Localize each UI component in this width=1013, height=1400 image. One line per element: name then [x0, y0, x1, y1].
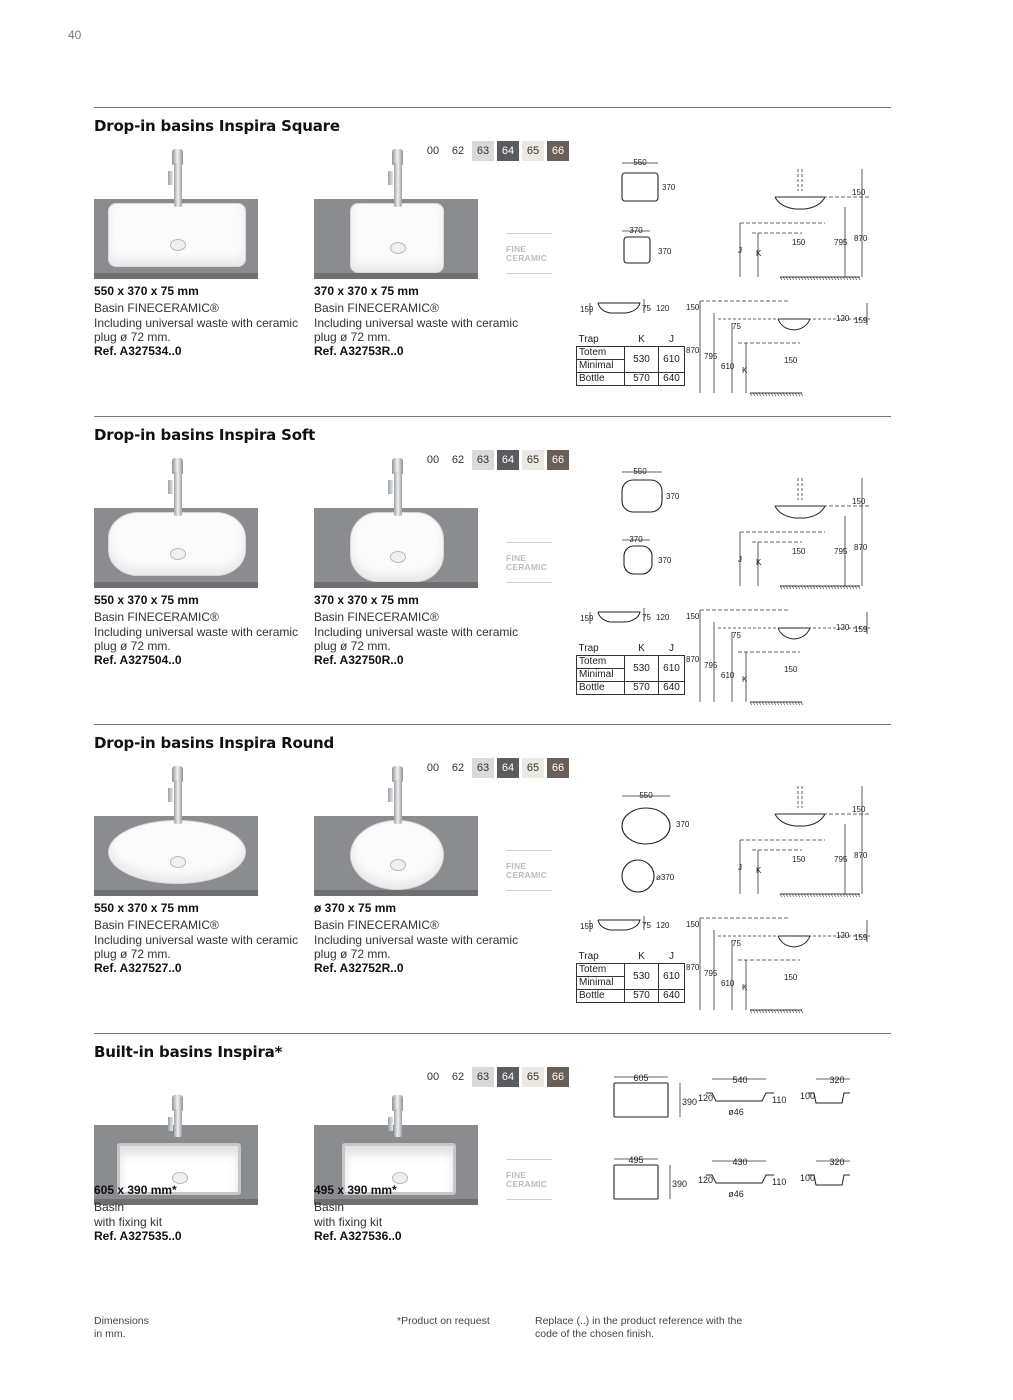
product-line: with fixing kit: [94, 1214, 163, 1229]
elevation-label: K: [756, 866, 762, 875]
product-line: Basin FINECERAMIC®: [94, 610, 219, 625]
basin: [108, 820, 246, 884]
basin-outline: [622, 173, 658, 201]
basin: [108, 512, 246, 576]
elevation-label: J: [738, 863, 742, 872]
trap-header-row: [577, 643, 685, 656]
finish-swatch[interactable]: 63: [472, 141, 494, 161]
profile-label: 430: [732, 1157, 748, 1167]
product-line: plug ø 72 mm.: [94, 329, 171, 344]
tap-spout: [168, 1117, 173, 1131]
profile-label: 75: [642, 613, 651, 622]
trap-row: [577, 373, 685, 386]
trap-value: 570: [625, 990, 659, 1003]
profile-label: 320: [829, 1075, 845, 1085]
basin-outline: [622, 808, 670, 844]
elevation-label: K: [742, 366, 748, 375]
plan-width-label: 550: [633, 158, 647, 167]
trap-name: Totem: [577, 964, 625, 977]
trap-table-grid: [576, 334, 685, 386]
trap-name: Bottle: [577, 682, 625, 695]
elevation-label: 159: [854, 933, 868, 942]
elevation-outline: [775, 197, 825, 209]
product-line: with fixing kit: [314, 1214, 383, 1229]
badge-line1: FINE: [506, 1170, 527, 1180]
basin: [350, 820, 444, 890]
finish-swatch[interactable]: 63: [472, 1067, 494, 1087]
profile-label: 159: [580, 614, 594, 623]
product-dimensions: 605 x 390 mm*: [94, 1183, 177, 1197]
elevation-label: 150: [792, 855, 806, 864]
elevation-label: 150: [792, 238, 806, 247]
trap-value: 610: [659, 964, 685, 990]
product-dimensions: 370 x 370 x 75 mm: [314, 284, 419, 298]
tap-body: [394, 163, 402, 207]
elevation-label: 150: [852, 805, 866, 814]
product-line: Including universal waste with ceramic: [94, 932, 299, 947]
product-info: [94, 1183, 304, 1243]
tap-body: [394, 780, 402, 824]
drain: [390, 859, 406, 871]
elevation-label: 75: [732, 631, 741, 640]
product-reference: Ref. A327534..0: [94, 344, 182, 359]
trap-header-row: [577, 334, 685, 347]
elevation-outline: [775, 506, 825, 518]
plan-depth-label: 390: [672, 1179, 688, 1189]
elevation-label: 75: [732, 322, 741, 331]
trap-header: Trap: [578, 643, 599, 654]
section-title: Drop-in basins Inspira Round: [94, 734, 335, 752]
elevation-label: 150: [852, 188, 866, 197]
profile-label: 120: [698, 1093, 714, 1103]
trap-name: Minimal: [577, 977, 625, 990]
plan-diameter-label: ø370: [656, 873, 675, 882]
finish-swatch[interactable]: 62: [447, 758, 469, 778]
product-line: Basin FINECERAMIC®: [94, 918, 219, 933]
plan-width-label: 550: [639, 791, 653, 800]
product-line: Basin: [314, 1200, 345, 1215]
trap-name: Bottle: [577, 990, 625, 1003]
profile-label: 110: [772, 1177, 787, 1187]
page-number: 40: [68, 28, 82, 42]
tap-spout: [168, 171, 173, 185]
section-divider: [94, 107, 891, 108]
profile-label: 120: [656, 921, 670, 930]
trap-value: 640: [659, 373, 685, 386]
trap-table-grid: [576, 951, 685, 1003]
fine-ceramic-badge: [506, 538, 552, 584]
elevation-outline: [778, 628, 810, 639]
trap-row: [577, 347, 685, 360]
plan-depth-label: 370: [666, 492, 680, 501]
profile-label: 540: [732, 1075, 748, 1085]
elevation-label: 795: [834, 855, 848, 864]
plan-width-label: 495: [628, 1155, 644, 1165]
tap-body: [174, 780, 182, 824]
elevation-label: 120: [836, 931, 850, 940]
product-photo: [314, 816, 478, 896]
profile-label: 120: [698, 1175, 714, 1185]
product-line: Basin FINECERAMIC®: [314, 918, 439, 933]
elevation-label: J: [738, 246, 742, 255]
finish-swatch[interactable]: 66: [547, 1067, 569, 1087]
product-line: Including universal waste with ceramic: [94, 315, 299, 330]
basin-outline: [614, 1083, 668, 1117]
elevation-label: 150: [792, 547, 806, 556]
finish-swatches: [422, 450, 572, 470]
trap-name: Totem: [577, 656, 625, 669]
plan-depth-label: 370: [658, 556, 672, 565]
profile-outline: [598, 920, 640, 930]
product-reference: Ref. A32750R..0: [314, 653, 404, 668]
elevation-label: 795: [704, 352, 718, 361]
product-photo: [314, 199, 478, 279]
footer-dimensions-line2: in mm.: [94, 1328, 126, 1340]
trap-value: 530: [625, 347, 659, 373]
elevation-label: 150: [686, 612, 700, 621]
product-info: [94, 593, 304, 667]
elevation-label: 795: [834, 547, 848, 556]
badge-rule: [506, 273, 552, 274]
tap-body: [174, 1109, 182, 1137]
finish-swatch[interactable]: 00: [422, 1067, 444, 1087]
trap-header: J: [669, 334, 674, 345]
profile-outline: [598, 303, 640, 313]
elevation-outline: [778, 936, 810, 947]
finish-swatch[interactable]: 65: [522, 758, 544, 778]
product-reference: Ref. A327527..0: [94, 961, 182, 976]
plan-width-label: 605: [633, 1073, 649, 1083]
footer-note: *Product on request: [397, 1315, 490, 1327]
badge-line2: CERAMIC: [506, 253, 548, 263]
finish-swatch[interactable]: 66: [547, 141, 569, 161]
finish-swatch[interactable]: 00: [422, 450, 444, 470]
trap-value: 570: [625, 373, 659, 386]
tap-spout: [388, 171, 393, 185]
tap-spout: [168, 788, 173, 802]
tap-spout: [388, 788, 393, 802]
elevation-label: 120: [836, 623, 850, 632]
elevation-label: 159: [854, 625, 868, 634]
trap-row: [577, 990, 685, 1003]
product-line: Basin FINECERAMIC®: [314, 610, 439, 625]
drain: [390, 551, 406, 563]
product-dimensions: 370 x 370 x 75 mm: [314, 593, 419, 607]
trap-header: K: [638, 951, 645, 962]
profile-label: ø46: [728, 1189, 744, 1199]
profile-outline: [706, 1175, 774, 1183]
section-title: Drop-in basins Inspira Soft: [94, 426, 316, 444]
finish-swatch[interactable]: 64: [497, 450, 519, 470]
elevation-label: 150: [784, 665, 798, 674]
trap-header: Trap: [578, 951, 599, 962]
finish-swatch[interactable]: 65: [522, 1067, 544, 1087]
elevation-label: 150: [686, 920, 700, 929]
trap-value: 610: [659, 656, 685, 682]
finish-swatches: [422, 758, 572, 778]
finish-swatch[interactable]: 63: [472, 450, 494, 470]
product-info: [94, 901, 304, 975]
trap-row: [577, 964, 685, 977]
profile-label: 159: [580, 305, 594, 314]
trap-value: 640: [659, 682, 685, 695]
trap-row: [577, 656, 685, 669]
fine-ceramic-badge: [506, 846, 552, 892]
product-photo: [94, 508, 258, 588]
trap-header: J: [669, 643, 674, 654]
elevation-label: J: [738, 555, 742, 564]
basin-outline: [624, 237, 650, 263]
finish-swatch[interactable]: 63: [472, 758, 494, 778]
fine-ceramic-badge: [506, 229, 552, 275]
product-line: plug ø 72 mm.: [314, 638, 391, 653]
badge-line1: FINE: [506, 553, 527, 563]
basin-outline: [624, 546, 652, 574]
plan-depth-label: 370: [662, 183, 676, 192]
footer-replace: [535, 1315, 742, 1341]
countertop: [94, 582, 258, 588]
plan-width-label: 370: [629, 535, 643, 544]
elevation-label: 150: [784, 356, 798, 365]
finish-swatch[interactable]: 65: [522, 141, 544, 161]
badge-line1: FINE: [506, 861, 527, 871]
finish-swatch[interactable]: 66: [547, 758, 569, 778]
plan-width-label: 550: [633, 467, 647, 476]
profile-label: 75: [642, 921, 651, 930]
badge-line2: CERAMIC: [506, 562, 548, 572]
elevation-label: 610: [721, 979, 735, 988]
drain: [170, 548, 186, 560]
trap-header: K: [638, 643, 645, 654]
elevation-label: 870: [854, 234, 868, 243]
trap-header: J: [669, 951, 674, 962]
badge-rule: [506, 582, 552, 583]
profile-outline: [598, 612, 640, 622]
trap-table: [576, 334, 685, 386]
elevation-label: K: [742, 675, 748, 684]
finish-swatch[interactable]: 65: [522, 450, 544, 470]
product-reference: Ref. A327536..0: [314, 1228, 402, 1243]
badge-line2: CERAMIC: [506, 1179, 548, 1189]
finish-swatch[interactable]: 64: [497, 141, 519, 161]
footer-dimensions-line1: Dimensions: [94, 1315, 149, 1327]
badge-rule: [506, 233, 552, 234]
elevation-label: 795: [704, 969, 718, 978]
trap-header: Trap: [578, 334, 599, 345]
trap-value: 530: [625, 656, 659, 682]
trap-value: 640: [659, 990, 685, 1003]
countertop: [314, 582, 478, 588]
profile-label: 120: [656, 613, 670, 622]
drain: [170, 856, 186, 868]
trap-name: Minimal: [577, 669, 625, 682]
finish-swatch[interactable]: 62: [447, 450, 469, 470]
tap-spout: [168, 480, 173, 494]
product-photo: [94, 199, 258, 279]
basin-outline: [614, 1165, 658, 1199]
drain: [390, 242, 406, 254]
elevation-outline: [775, 814, 825, 826]
product-line: Including universal waste with ceramic: [94, 624, 299, 639]
badge-rule: [506, 542, 552, 543]
trap-value: 570: [625, 682, 659, 695]
tap-body: [394, 472, 402, 516]
profile-label: 100: [800, 1173, 816, 1183]
footer-replace-line1: Replace (..) in the product reference with the: [535, 1315, 743, 1327]
trap-name: Bottle: [577, 373, 625, 386]
plan-depth-label: 390: [682, 1097, 698, 1107]
product-info: [94, 284, 304, 358]
elevation-label: K: [742, 983, 748, 992]
product-section: [94, 416, 891, 716]
badge-rule: [506, 1159, 552, 1160]
finish-swatches: [422, 1067, 572, 1087]
profile-label: 110: [772, 1095, 787, 1105]
basin-outline: [622, 860, 654, 892]
elevation-label: 75: [732, 939, 741, 948]
basin: [108, 203, 246, 267]
profile-label: 159: [580, 922, 594, 931]
trap-header-row: [577, 951, 685, 964]
product-line: Basin: [94, 1200, 125, 1215]
profile-label: 75: [642, 304, 651, 313]
elevation-label: 870: [686, 963, 700, 972]
product-line: plug ø 72 mm.: [94, 946, 171, 961]
finish-swatch[interactable]: 00: [422, 141, 444, 161]
product-dimensions: 550 x 370 x 75 mm: [94, 593, 199, 607]
profile-label: 100: [800, 1091, 816, 1101]
product-line: plug ø 72 mm.: [314, 329, 391, 344]
product-line: plug ø 72 mm.: [94, 638, 171, 653]
trap-name: Totem: [577, 347, 625, 360]
finish-swatch[interactable]: 00: [422, 758, 444, 778]
trap-table: [576, 951, 685, 1003]
product-info: [314, 284, 524, 358]
tap-body: [394, 1109, 402, 1137]
plan-depth-label: 370: [658, 247, 672, 256]
elevation-label: K: [756, 249, 762, 258]
section-divider: [94, 1033, 891, 1034]
technical-drawing: [594, 1063, 894, 1203]
countertop: [94, 273, 258, 279]
finish-swatch[interactable]: 64: [497, 758, 519, 778]
finish-swatch[interactable]: 62: [447, 1067, 469, 1087]
plan-depth-label: 370: [676, 820, 690, 829]
trap-row: [577, 682, 685, 695]
trap-table-grid: [576, 643, 685, 695]
plan-width-label: 370: [629, 226, 643, 235]
profile-outline: [706, 1093, 774, 1101]
elevation-label: 159: [854, 316, 868, 325]
product-section: [94, 107, 891, 407]
product-reference: Ref. A327535..0: [94, 1228, 182, 1243]
section-divider: [94, 416, 891, 417]
elevation-label: 870: [686, 655, 700, 664]
finish-swatch[interactable]: 66: [547, 450, 569, 470]
profile-label: 120: [656, 304, 670, 313]
product-info: [314, 593, 524, 667]
basin-outline: [622, 480, 662, 512]
elevation-label: 610: [721, 671, 735, 680]
elevation-outline: [778, 319, 810, 330]
product-line: Basin FINECERAMIC®: [94, 301, 219, 316]
elevation-label: 870: [686, 346, 700, 355]
footer-dimensions: [94, 1315, 149, 1341]
finish-swatch[interactable]: 64: [497, 1067, 519, 1087]
badge-rule: [506, 850, 552, 851]
trap-value: 610: [659, 347, 685, 373]
badge-line1: FINE: [506, 244, 527, 254]
product-line: Including universal waste with ceramic: [314, 624, 519, 639]
product-section: [94, 1033, 891, 1333]
basin: [350, 512, 444, 582]
trap-table: [576, 643, 685, 695]
product-line: Including universal waste with ceramic: [314, 932, 519, 947]
tap-body: [174, 472, 182, 516]
elevation-label: 150: [784, 973, 798, 982]
elevation-label: 150: [686, 303, 700, 312]
trap-name: Minimal: [577, 360, 625, 373]
finish-swatches: [422, 141, 572, 161]
countertop: [314, 890, 478, 896]
product-dimensions: 495 x 390 mm*: [314, 1183, 397, 1197]
elevation-label: 795: [704, 661, 718, 670]
elevation-label: 610: [721, 362, 735, 371]
finish-swatch[interactable]: 62: [447, 141, 469, 161]
product-dimensions: ø 370 x 75 mm: [314, 901, 397, 915]
trap-value: 530: [625, 964, 659, 990]
elevation-label: K: [756, 558, 762, 567]
tap-body: [174, 163, 182, 207]
product-line: Basin FINECERAMIC®: [314, 301, 439, 316]
product-info: [314, 1183, 524, 1243]
profile-label: ø46: [728, 1107, 744, 1117]
tap-spout: [388, 1117, 393, 1131]
product-info: [314, 901, 524, 975]
tap-spout: [388, 480, 393, 494]
profile-label: 320: [829, 1157, 845, 1167]
section-title: Built-in basins Inspira*: [94, 1043, 283, 1061]
product-reference: Ref. A32753R..0: [314, 344, 404, 359]
countertop: [314, 273, 478, 279]
product-line: Including universal waste with ceramic: [314, 315, 519, 330]
footer-replace-line2: code of the chosen finish.: [535, 1328, 655, 1340]
product-photo: [314, 508, 478, 588]
section-divider: [94, 724, 891, 725]
drain: [170, 239, 186, 251]
badge-rule: [506, 890, 552, 891]
elevation-label: 150: [852, 497, 866, 506]
countertop: [94, 890, 258, 896]
product-dimensions: 550 x 370 x 75 mm: [94, 901, 199, 915]
elevation-label: 120: [836, 314, 850, 323]
elevation-label: 870: [854, 543, 868, 552]
badge-line2: CERAMIC: [506, 870, 548, 880]
trap-header: K: [638, 334, 645, 345]
product-section: [94, 724, 891, 1024]
product-reference: Ref. A327504..0: [94, 653, 182, 668]
elevation-label: 870: [854, 851, 868, 860]
elevation-label: 795: [834, 238, 848, 247]
product-line: plug ø 72 mm.: [314, 946, 391, 961]
basin: [350, 203, 444, 273]
product-dimensions: 550 x 370 x 75 mm: [94, 284, 199, 298]
product-reference: Ref. A32752R..0: [314, 961, 404, 976]
section-title: Drop-in basins Inspira Square: [94, 117, 340, 135]
product-photo: [94, 816, 258, 896]
